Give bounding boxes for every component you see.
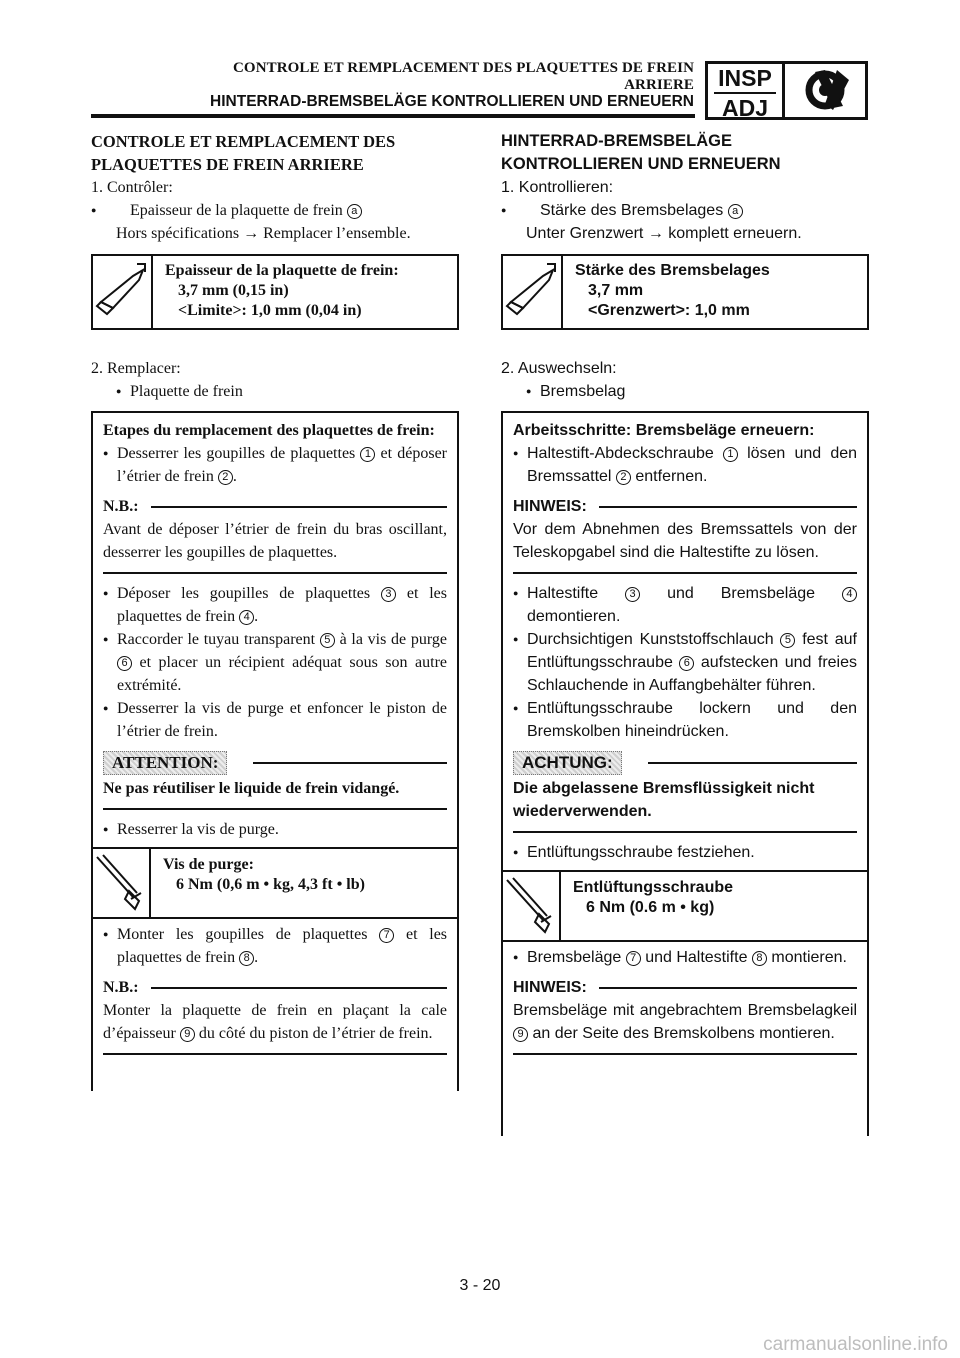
fr-step-item <box>103 628 447 697</box>
watermark: carmanualsonline.info <box>763 1334 948 1355</box>
de-attention-text: Die abgelassene Bremsflüssigkeit nicht wiederverwenden. <box>513 780 815 820</box>
de-step1-action: Unter Grenzwert → komplett erneuern. <box>526 225 802 242</box>
de-note2-text-b: an der Seite des Bremskolbens montieren. <box>532 1025 835 1042</box>
de-procedure-frame <box>501 411 869 1136</box>
header-title-french-line1: CONTROLE ET REMPLACEMENT DES PLAQUETTES DE FREIN <box>233 60 694 76</box>
de-step-text: Haltestifte <box>527 585 599 602</box>
fr-step-text: Desserrer les goupilles de plaquettes <box>117 445 356 462</box>
fr-note1-text: Avant de déposer l’étrier de frein du bras oscillant, desserrer les goupilles de plaquettes. <box>103 521 447 561</box>
fr-note2-label: N.B.: <box>103 979 139 996</box>
de-step2: 2. Auswechseln: <box>501 360 617 377</box>
note-end-rule <box>103 572 447 574</box>
de-note2-label: HINWEIS: <box>513 979 587 996</box>
attention-badge: ACHTUNG: <box>513 751 622 775</box>
callout-6: 6 <box>117 656 132 671</box>
fr-spec-label: Epaisseur de la plaquette de frein: <box>165 262 399 279</box>
note-rule <box>599 987 857 989</box>
de-torque-value: 6 Nm (0.6 m • kg) <box>586 899 715 916</box>
de-torque-box <box>503 870 867 942</box>
de-step-text: Durchsichtigen Kunststoffschlauch <box>527 631 774 648</box>
de-note2-text <box>513 999 857 1045</box>
callout-4: 4 <box>842 587 857 602</box>
de-step-text: lösen und den Bremssattel <box>527 445 858 485</box>
fr-step1-item-text: Epaisseur de la plaquette de frein <box>130 202 343 219</box>
de-step-text: demontieren. <box>527 608 621 625</box>
fr-step-text: à la vis de purge <box>339 631 448 648</box>
de-note1-head <box>513 496 857 518</box>
de-title-line2: KONTROLLIEREN UND ERNEUERN <box>501 155 781 173</box>
de-step-item <box>513 582 857 628</box>
french-column <box>91 130 459 245</box>
caliper-gauge-icon <box>503 256 563 328</box>
fr-torque-box <box>93 847 457 919</box>
de-section-title <box>501 130 869 176</box>
callout-marker: a <box>347 204 362 219</box>
callout-5: 5 <box>320 633 335 648</box>
fr-step-text: et les plaquettes de frein <box>117 926 448 966</box>
fr-attention-text: Ne pas réutiliser le liquide de frein vidangé. <box>103 780 400 797</box>
wrench-gear-icon <box>785 64 865 117</box>
de-step-text: aufstecken und freies Schlauchende in Auffangbehälter führen. <box>527 654 857 694</box>
fr-step-text: et les plaquettes de frein <box>117 585 448 625</box>
de-step2-item: ● Bremsbelag <box>526 380 869 403</box>
fr-step1-item <box>91 199 459 222</box>
de-step2-block <box>501 357 869 403</box>
note-end-rule <box>513 572 857 574</box>
callout-7: 7 <box>626 951 641 966</box>
callout-1: 1 <box>723 447 738 462</box>
de-note2-text-a: Bremsbeläge mit angebrachtem Bremsbelagkeil <box>513 1002 857 1019</box>
de-spec-label: Stärke des Bremsbelages <box>575 262 770 279</box>
de-step1: 1. Kontrollieren: <box>501 179 614 196</box>
fr-step-text: Monter les goupilles de plaquettes <box>117 926 368 943</box>
de-step-item <box>513 946 857 969</box>
note-end-rule <box>513 1053 857 1055</box>
de-note1-label: HINWEIS: <box>513 498 587 515</box>
torque-wrench-icon <box>503 872 561 940</box>
fr-torque-value: 6 Nm (0,6 m • kg, 4,3 ft • lb) <box>176 876 365 893</box>
callout-2: 2 <box>616 470 631 485</box>
page-number: 3 - 20 <box>459 1277 501 1294</box>
de-spec-box <box>501 254 869 330</box>
fr-note1-label: N.B.: <box>103 498 139 515</box>
de-step-item: ● Entlüftungsschraube festziehen. <box>513 841 857 864</box>
caliper-gauge-icon <box>93 256 153 328</box>
insp-adj-badge <box>705 61 785 120</box>
callout-2: 2 <box>218 470 233 485</box>
fr-note2-text-a: Monter la plaquette de frein en plaçant la cale d’épaisseur <box>103 1002 447 1042</box>
fr-spec-box <box>91 254 459 330</box>
fr-step-item: ● Resserrer la vis de purge. <box>103 818 447 841</box>
de-torque-label: Entlüftungsschraube <box>573 879 734 896</box>
callout-1: 1 <box>360 447 375 462</box>
fr-title-line1: CONTROLE ET REMPLACEMENT DES <box>91 132 396 151</box>
fr-step2-block <box>91 357 459 403</box>
note-rule <box>599 506 857 508</box>
fr-step2: 2. Remplacer: <box>91 360 181 377</box>
note-rule <box>151 506 447 508</box>
de-title-line1: HINTERRAD-BREMSBELÄGE <box>501 132 732 150</box>
callout-4: 4 <box>239 610 254 625</box>
de-step1-item <box>501 199 869 222</box>
fr-note2-text-b: du côté du piston de l’étrier de frein. <box>198 1025 433 1042</box>
de-step-text: und Haltestifte <box>645 949 748 966</box>
fr-procedure-frame <box>91 411 459 1091</box>
badge-adj: ADJ <box>721 95 768 121</box>
de-torque-text <box>573 878 733 918</box>
de-attention-head <box>513 751 857 775</box>
attention-end-rule <box>513 831 857 833</box>
fr-spec-limit: <Limite>: 1,0 mm (0,04 in) <box>178 302 362 319</box>
fr-spec-text <box>165 261 399 321</box>
fr-step-text: et déposer l’étrier de frein <box>117 445 447 485</box>
fr-procedure-title: Etapes du remplacement des plaquettes de frein: <box>103 422 435 439</box>
header-rule <box>91 114 695 118</box>
de-spec-text <box>575 261 770 321</box>
de-step-item <box>513 442 857 488</box>
tool-badge <box>785 61 868 120</box>
fr-step2-item: ● Plaquette de frein <box>116 380 459 403</box>
header-title-french-line2: ARRIERE <box>624 77 694 93</box>
fr-step1: 1. Contrôler: <box>91 179 173 196</box>
fr-spec-value: 3,7 mm (0,15 in) <box>178 282 289 299</box>
de-procedure-title: Arbeitsschritte: Bremsbeläge erneuern: <box>513 422 815 439</box>
fr-step-text: Déposer les goupilles de plaquettes <box>117 585 371 602</box>
de-step-text: Bremsbeläge <box>527 949 622 966</box>
note-rule <box>151 987 447 989</box>
fr-note2-head <box>103 977 447 999</box>
de-spec-limit: <Grenzwert>: 1,0 mm <box>588 302 750 319</box>
header-title-german: HINTERRAD-BREMSBELÄGE KONTROLLIEREN UND ERNEUERN <box>210 93 694 110</box>
fr-step-text: et placer un récipient adéquat sous son autre extrémité. <box>117 654 447 694</box>
de-step-text: Haltestift-Abdeckschraube <box>527 445 714 462</box>
badge-separator <box>714 92 776 94</box>
callout-9: 9 <box>513 1027 528 1042</box>
callout-5: 5 <box>780 633 795 648</box>
fr-step-item: ● Desserrer la vis de purge et enfoncer le piston de l’étrier de frein. <box>103 697 447 743</box>
de-step-item: ● Entlüftungsschraube lockern und den Bremskolben hineindrücken. <box>513 697 857 743</box>
fr-attention-head <box>103 751 447 775</box>
fr-note2-text <box>103 999 447 1045</box>
fr-step-item: ● Déposer les goupilles de plaquettes 3 et les plaquettes de frein 4 . <box>103 582 447 628</box>
callout-3: 3 <box>625 587 640 602</box>
fr-section-title <box>91 130 459 176</box>
attention-rule <box>648 762 857 764</box>
german-column <box>501 130 869 245</box>
fr-step-item: ● Monter les goupilles de plaquettes 7 et les plaquettes de frein 8 . <box>103 923 447 969</box>
fr-note1-head <box>103 496 447 518</box>
de-step-text: entfernen. <box>635 468 708 485</box>
note-end-rule <box>103 1053 447 1055</box>
badge-insp: INSP <box>718 65 772 91</box>
attention-rule <box>253 762 447 764</box>
attention-end-rule <box>103 808 447 810</box>
callout-8: 8 <box>239 951 254 966</box>
callout-9: 9 <box>180 1027 195 1042</box>
de-step1-item-text: Stärke des Bremsbelages <box>540 202 724 219</box>
torque-wrench-icon <box>93 849 151 917</box>
de-step-item <box>513 628 857 697</box>
de-step-text: montieren. <box>771 949 847 966</box>
callout-marker: a <box>728 204 743 219</box>
attention-badge: ATTENTION: <box>103 751 227 775</box>
de-spec-value: 3,7 mm <box>588 282 644 299</box>
fr-torque-label: Vis de purge: <box>163 856 254 873</box>
de-note2-head <box>513 977 857 999</box>
fr-torque-text <box>163 855 365 895</box>
fr-step-item: ● Desserrer les goupilles de plaquettes 1 et déposer l’étrier de frein 2 . <box>103 442 447 488</box>
callout-3: 3 <box>381 587 396 602</box>
de-note1-text: Vor dem Abnehmen des Bremssattels von der Teleskopgabel sind die Haltestifte zu lösen. <box>513 521 857 561</box>
callout-7: 7 <box>379 928 394 943</box>
fr-step1-action: Hors spécifications → Remplacer l’ensemble. <box>116 225 411 242</box>
de-step-text: fest auf Entlüftungsschraube <box>527 631 857 671</box>
callout-8: 8 <box>752 951 767 966</box>
fr-step-text: Raccorder le tuyau transparent <box>117 631 316 648</box>
fr-title-line2: PLAQUETTES DE FREIN ARRIERE <box>91 155 364 174</box>
header-title-french <box>233 60 694 94</box>
callout-6: 6 <box>679 656 694 671</box>
de-step-text: und Bremsbeläge <box>667 585 816 602</box>
